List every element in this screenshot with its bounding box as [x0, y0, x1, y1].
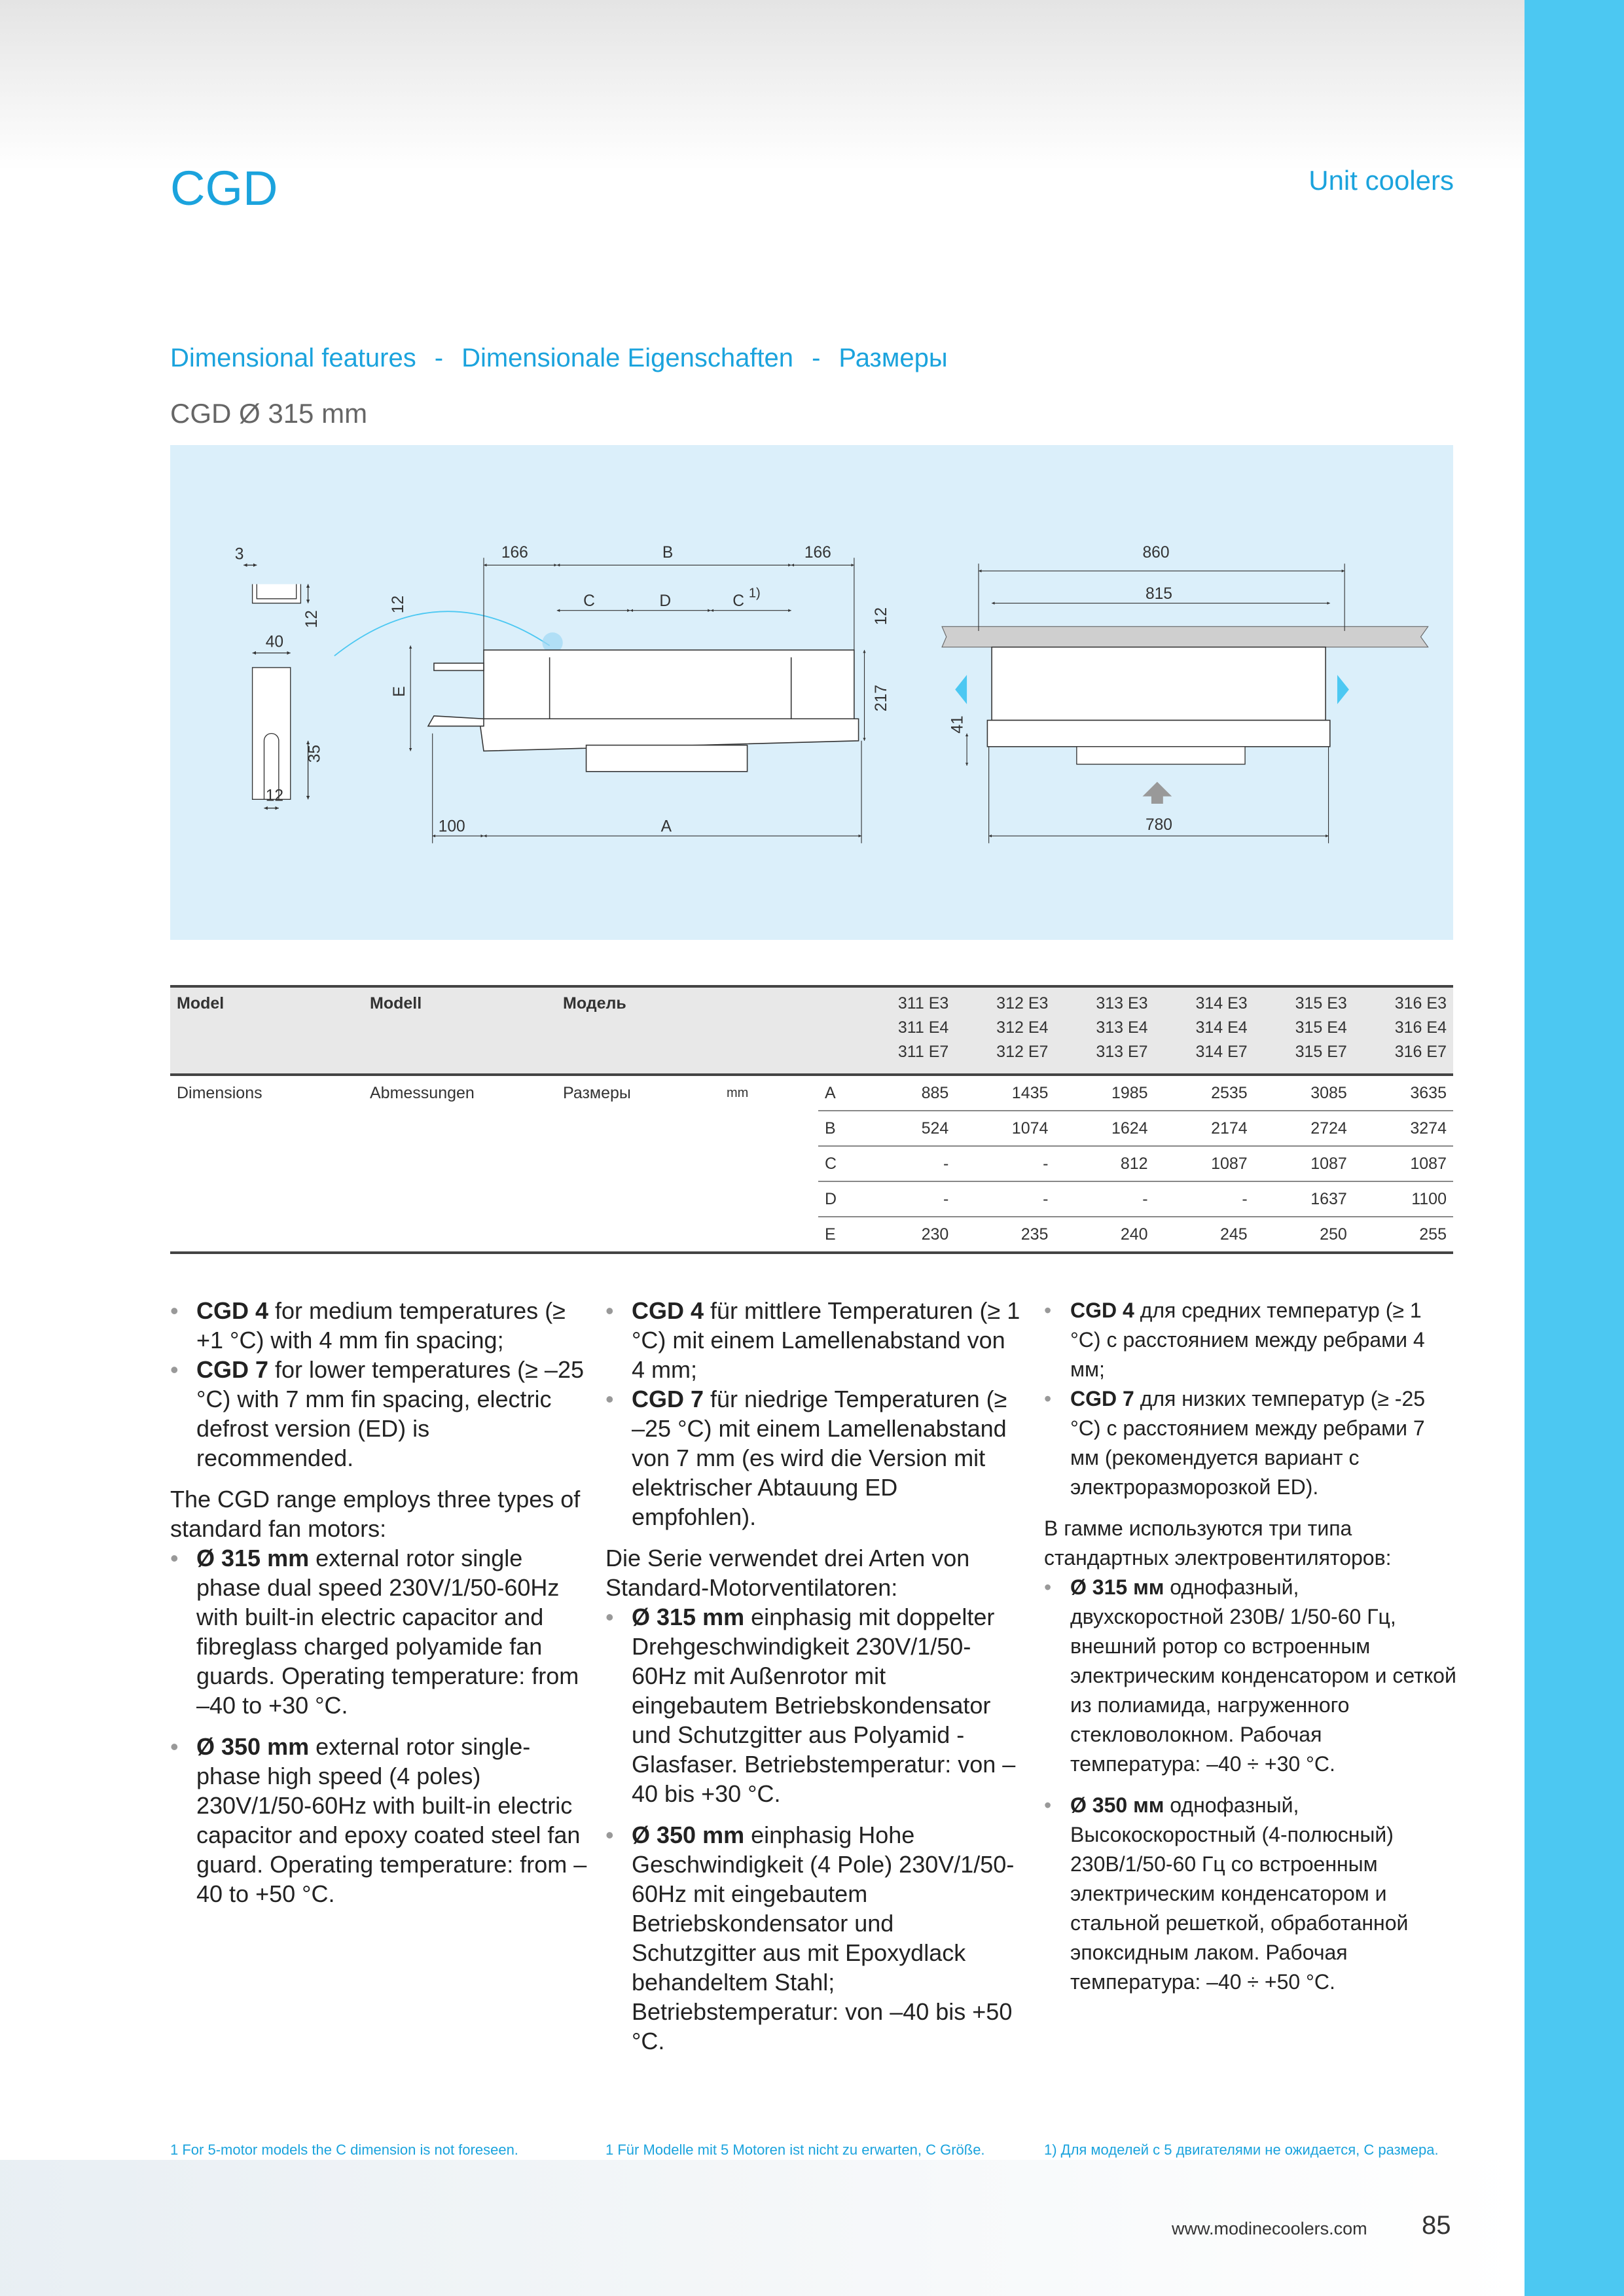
text-column-de	[605, 1296, 1024, 2056]
side-view-unit	[428, 650, 859, 772]
dimension-value: 524	[857, 1111, 955, 1146]
label-c2: C	[732, 592, 744, 611]
label-e: E	[391, 686, 409, 697]
dimension-letter: A	[825, 1083, 836, 1102]
dimension-value: 885	[921, 1083, 949, 1102]
label-c1: C	[583, 592, 595, 611]
dimension-value: 255	[1354, 1217, 1453, 1253]
dimension-value: 1435	[1011, 1083, 1049, 1102]
row-label: Abmessungen	[370, 1084, 475, 1102]
text-column-ru	[1044, 1296, 1456, 1997]
label-width-outer: 860	[1142, 544, 1170, 562]
section-heading	[170, 344, 948, 373]
dimension-value: 1985	[1111, 1083, 1148, 1102]
label-b: B	[662, 544, 674, 562]
list-item: • CGD 7 for lower temperatures (≥ –25 °C) with 7 mm fin spacing, electric defrost version (ED) is recommended.	[170, 1355, 589, 1473]
header-model-314: 314 E3 314 E4 314 E7	[1195, 994, 1248, 1061]
header-model-ru: Модель	[563, 994, 626, 1013]
intro-paragraph: В гамме используются три типа стандартных электровентиляторов:	[1044, 1516, 1392, 1570]
list-item: • CGD 7 для низких температур (≥ -25 °C) с расстоянием между ребрами 7 мм (рекомендуется вариант с электроразморозкой ED).	[1044, 1384, 1456, 1502]
website-link[interactable]: www.modinecoolers.com	[1172, 2219, 1367, 2238]
dimension-value: 3274	[1354, 1111, 1453, 1146]
row-label: mm	[727, 1086, 749, 1100]
table-row	[170, 1181, 1453, 1217]
label-slot-length: 35	[306, 745, 324, 763]
label-depth: 780	[1145, 816, 1173, 834]
dimension-value: 2535	[1211, 1083, 1248, 1102]
list-item: • CGD 7 für niedrige Temperaturen (≥ –25 °C) mit einem Lamellenabstand von 7 mm (es wird die Version mit elektrischer Abtauung ED empfohlen).	[605, 1384, 1024, 1532]
label-right-offset: 166	[804, 544, 831, 562]
label-a: A	[660, 817, 672, 836]
header-model-315: 315 E3 315 E4 315 E7	[1295, 994, 1347, 1061]
header-model-en: Model	[177, 994, 225, 1013]
separator: -	[812, 344, 821, 372]
section-heading-en: Dimensional features	[170, 344, 416, 372]
dimension-value: -	[857, 1146, 955, 1181]
airflow-up-arrow-icon	[1142, 781, 1172, 804]
dimension-letter: B	[818, 1111, 857, 1146]
separator: -	[434, 344, 444, 372]
label-pipe-offset: 100	[438, 817, 465, 836]
footnote-ru: 1) Для моделей с 5 двигателями не ожидается, С размера.	[1044, 2142, 1439, 2158]
dimension-value: 812	[1055, 1146, 1154, 1181]
dimension-value: 3635	[1410, 1083, 1447, 1102]
dimension-value: 1100	[1354, 1181, 1453, 1217]
label-width-inner: 815	[1145, 584, 1173, 603]
dimension-drawing	[170, 445, 1453, 940]
dimension-value: 1074	[955, 1111, 1055, 1146]
dimension-value: 2724	[1254, 1111, 1354, 1146]
label-left-offset: 166	[501, 544, 528, 562]
dimension-letter: E	[818, 1217, 857, 1253]
list-item: • CGD 4 для средних температур (≥ 1 °C) с расстоянием между ребрами 4 мм;	[1044, 1296, 1456, 1384]
label-bracket-height: 12	[303, 610, 321, 628]
dimension-value: 1637	[1254, 1181, 1354, 1217]
dimension-value: 1624	[1055, 1111, 1154, 1146]
dimension-value: 1087	[1155, 1146, 1254, 1181]
label-height: 217	[873, 685, 891, 712]
dimension-value: 235	[955, 1217, 1055, 1253]
footnote-de: 1 Für Modelle mit 5 Motoren ist nicht zu erwarten, C Größe.	[605, 2142, 985, 2158]
dimension-value: -	[955, 1181, 1055, 1217]
section-heading-ru: Размеры	[839, 344, 948, 372]
dimensions-table	[170, 985, 1453, 1254]
drawing-svg	[170, 445, 1453, 940]
list-item: • CGD 4 for medium temperatures (≥ +1 °C) with 4 mm fin spacing;	[170, 1296, 589, 1355]
dimension-value: 245	[1155, 1217, 1254, 1253]
list-item: • Ø 315 mm external rotor single phase dual speed 230V/1/50-60Hz with built-in electric capacitor and fibreglass charged polyamide fan guards. Operating temperature: from –40 to +30 °C.	[170, 1543, 589, 1720]
page-title: CGD	[170, 161, 278, 215]
dimension-value: 250	[1254, 1217, 1354, 1253]
list-item: • Ø 350 mm einphasig Hohe Geschwindigkeit (4 Pole) 230V/1/50-60Hz mit eingebautem Betriebskondensator und Schutzgitter aus mit Epoxydlack behandeltem Stahl; Betriebstemperatur: von –40 bis +50 °C.	[605, 1820, 1024, 2056]
dimension-value: 240	[1055, 1217, 1154, 1253]
category-label: Unit coolers	[1308, 165, 1454, 196]
text-column-en	[170, 1296, 589, 1909]
dimension-value: 3085	[1310, 1083, 1347, 1102]
dimension-letter: C	[818, 1146, 857, 1181]
footnote-en: 1 For 5-motor models the C dimension is not foreseen.	[170, 2142, 518, 2158]
dimension-value: -	[955, 1146, 1055, 1181]
header-background	[0, 0, 1525, 170]
bracket-detail	[244, 565, 308, 808]
header-model-316: 316 E3 316 E4 316 E7	[1394, 994, 1447, 1061]
row-label: Dimensions	[177, 1084, 262, 1102]
detail-callout-arrow	[334, 611, 550, 656]
header-model-313: 313 E3 313 E4 313 E7	[1096, 994, 1148, 1061]
label-top-gap-left: 12	[389, 595, 407, 614]
model-subtitle: CGD Ø 315 mm	[170, 398, 368, 429]
intro-paragraph: The CGD range employs three types of standard fan motors:	[170, 1486, 581, 1542]
list-item: • Ø 350 mm external rotor single-phase high speed (4 poles) 230V/1/50-60Hz with built-in electric capacitor and epoxy coated steel fan guard. Operating temperature: from –40 to +50 °C.	[170, 1732, 589, 1909]
airflow-left-arrow-icon	[955, 675, 967, 704]
dimension-value: -	[857, 1181, 955, 1217]
label-fan-drop: 41	[948, 715, 967, 734]
dimension-value: -	[1055, 1181, 1154, 1217]
label-top-gap-right: 12	[873, 607, 891, 626]
list-item: • Ø 350 мм однофазный, Высокоскоростный (4-полюсный) 230В/1/50-60 Гц со встроенным электрическим конденсатором и стальной решеткой, обработанной эпоксидным лаком. Рабочая температура: –40 ÷ +50 °C.	[1044, 1791, 1456, 1997]
header-model-311: 311 E3 311 E4 311 E7	[897, 994, 949, 1061]
header-model-312: 312 E3 312 E4 312 E7	[996, 994, 1049, 1061]
dimension-value: 230	[857, 1217, 955, 1253]
list-item: • CGD 4 für mittlere Temperaturen (≥ 1 °C) mit einem Lamellenabstand von 4 mm;	[605, 1296, 1024, 1384]
label-bracket-thickness: 3	[234, 545, 244, 564]
dimension-value: 2174	[1155, 1111, 1254, 1146]
table-row	[170, 1146, 1453, 1181]
dimension-value: 1087	[1254, 1146, 1354, 1181]
table-row	[170, 1217, 1453, 1253]
table-row	[170, 1111, 1453, 1146]
intro-paragraph: Die Serie verwendet drei Arten von Standard-Motorventilatoren:	[605, 1545, 970, 1601]
dimension-value: -	[1155, 1181, 1254, 1217]
label-footnote-mark: 1)	[748, 586, 761, 601]
list-item: • Ø 315 мм однофазный, двухскоростной 230В/ 1/50-60 Гц, внешний ротор со встроенным электрическим конденсатором и сеткой из полиамида, нагруженного стекловолокном. Рабочая температура: –40 ÷ +30 °C.	[1044, 1573, 1456, 1779]
front-view-unit	[942, 626, 1428, 804]
list-item: • Ø 315 mm einphasig mit doppelter Drehgeschwindigkeit 230V/1/50-60Hz mit Außenrotor mit eingebautem Betriebskondensator und Schutzgitter aus Polyamid - Glasfaser. Betriebstemperatur: von –40 bis +30 °C.	[605, 1602, 1024, 1808]
section-heading-de: Dimensionale Eigenschaften	[461, 344, 794, 372]
page-number: 85	[1422, 2211, 1451, 2240]
label-plate-width: 40	[265, 633, 284, 651]
dimension-letter: D	[818, 1181, 857, 1217]
label-slot-width: 12	[265, 787, 284, 805]
row-label: Размеры	[563, 1084, 631, 1102]
header-model-de: Modell	[370, 994, 422, 1013]
dimension-value: 1087	[1354, 1146, 1453, 1181]
side-color-bar	[1525, 0, 1624, 2296]
label-d: D	[659, 592, 672, 611]
airflow-right-arrow-icon	[1337, 675, 1349, 704]
table-header-row	[170, 986, 1453, 1075]
table-row	[170, 1075, 1453, 1111]
